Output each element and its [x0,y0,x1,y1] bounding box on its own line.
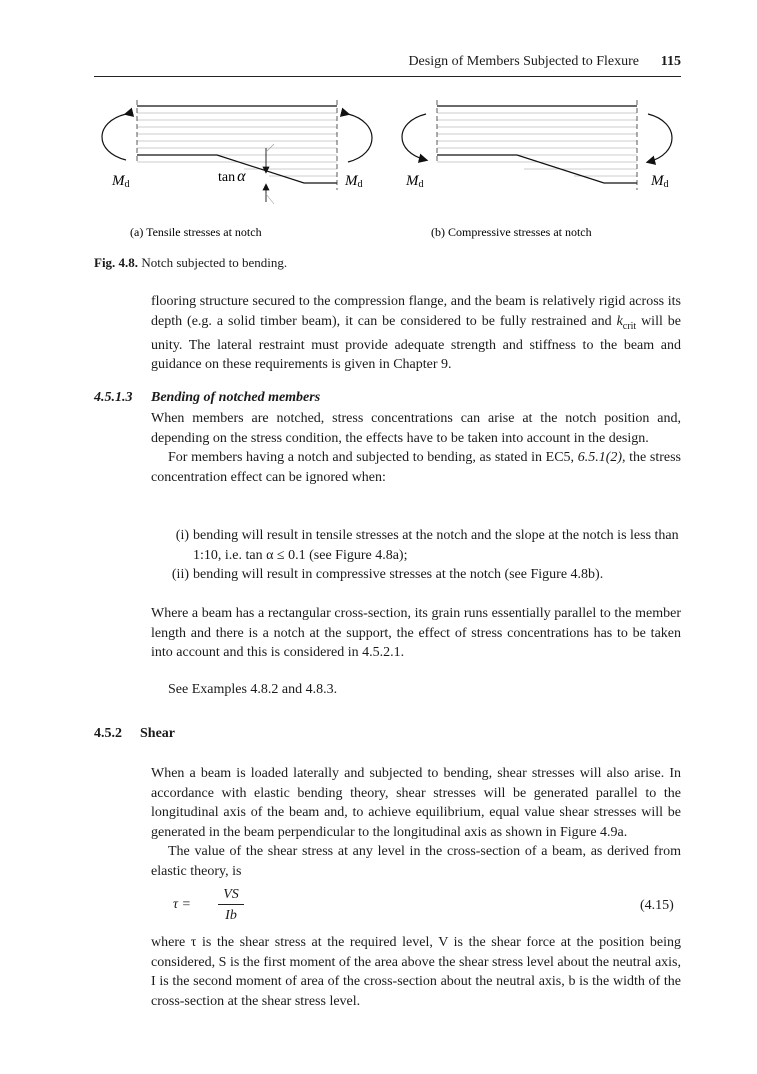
section-heading-4-5-1-3: 4.5.1.3 [94,390,133,405]
list-item: (ii) bending will result in compressive stresses at the notch (see Figure 4.8b). [171,567,604,582]
figure-caption-text: Notch subjected to bending. [141,255,288,270]
equation-numerator: VS [218,886,244,905]
figure-caption-label: Fig. 4.8. [94,255,139,270]
subcaption-b: (b) Compressive stresses at notch [431,225,592,239]
equation-lhs: τ = [173,897,191,912]
paragraph-notched: When members are notched, stress concentrations can arise at the notch position and, depending on the stress condition, the effects have to be taken into account in the design. For members having a notch and subjected to bending, as stated in EC5, 6.5.1(2), the stress concentration effect can be ignored when: [151,411,682,485]
figure-caption [94,255,287,271]
moment-label-a-left: Md [112,173,130,190]
paragraph-examples: See Examples 4.8.2 and 4.8.3. [168,682,338,697]
list-item: (i) bending will result in tensile stresses at the notch and the slope at the notch is less than 1:10, i.e. tan α ≤ 0.1 (see Figure 4.8a); [175,528,679,563]
figure-notch-bending [94,92,694,242]
moment-label-a-right: Md [345,173,363,190]
beam-b [402,100,672,190]
running-header [94,52,681,77]
paragraph-rectangular: Where a beam has a rectangular cross-section, its grain runs essentially parallel to the member length and there is a notch at the support, the effect of stress concentrations has to be taken into account and this is considered in 4.5.2.1. [151,606,681,660]
page-number: 115 [660,54,681,69]
tan-alpha-label: tan α [218,168,246,185]
paragraph-restraint: flooring structure secured to the compression flange, and the beam is relatively rigid across its depth (e.g. a solid timber beam), it can be considered to be fully restrained and $k_{crit}$ will be unity. The lateral restraint must provide adequate strength and stiffness to the beam and guidance on these requirements is given in Chapter 9. [151,294,681,373]
moment-label-b-right: Md [651,173,669,190]
paragraph-shear: When a beam is loaded laterally and subjected to bending, shear stresses will also arise. In accordance with elastic bending theory, shear stresses will be generated parallel to the longitudinal axis of the beam and, to achieve equilibrium, equal value shear stresses will be generated in the beam perpendicular to the longitudinal axis as shown in Figure 4.9a. The value of the shear stress at any level in the cross-section of a beam, as derived from elastic theory, is [151,766,681,879]
subcaption-a: (a) Tensile stresses at notch [130,225,262,239]
equation-denominator: Ib [225,908,237,923]
equation-number: (4.15) [640,898,674,913]
section-heading-4-5-2: 4.5.2 [94,726,122,741]
paragraph-variables: where τ is the shear stress at the required level, V is the shear force at the position being considered, S is the first moment of the area above the shear stress level about the neutral axis, I is the second moment of area of the cross-section about the neutral axis, b is the width of the cross-section at the shear stress level. [151,935,681,1009]
section-title-shear: Shear [140,726,175,741]
section-title-4-5-1-3: Bending of notched members [151,390,321,405]
condition-list [151,526,681,585]
beam-a [102,100,372,204]
moment-label-b-left: Md [406,173,424,190]
header-title: Design of Members Subjected to Flexure [408,54,639,69]
